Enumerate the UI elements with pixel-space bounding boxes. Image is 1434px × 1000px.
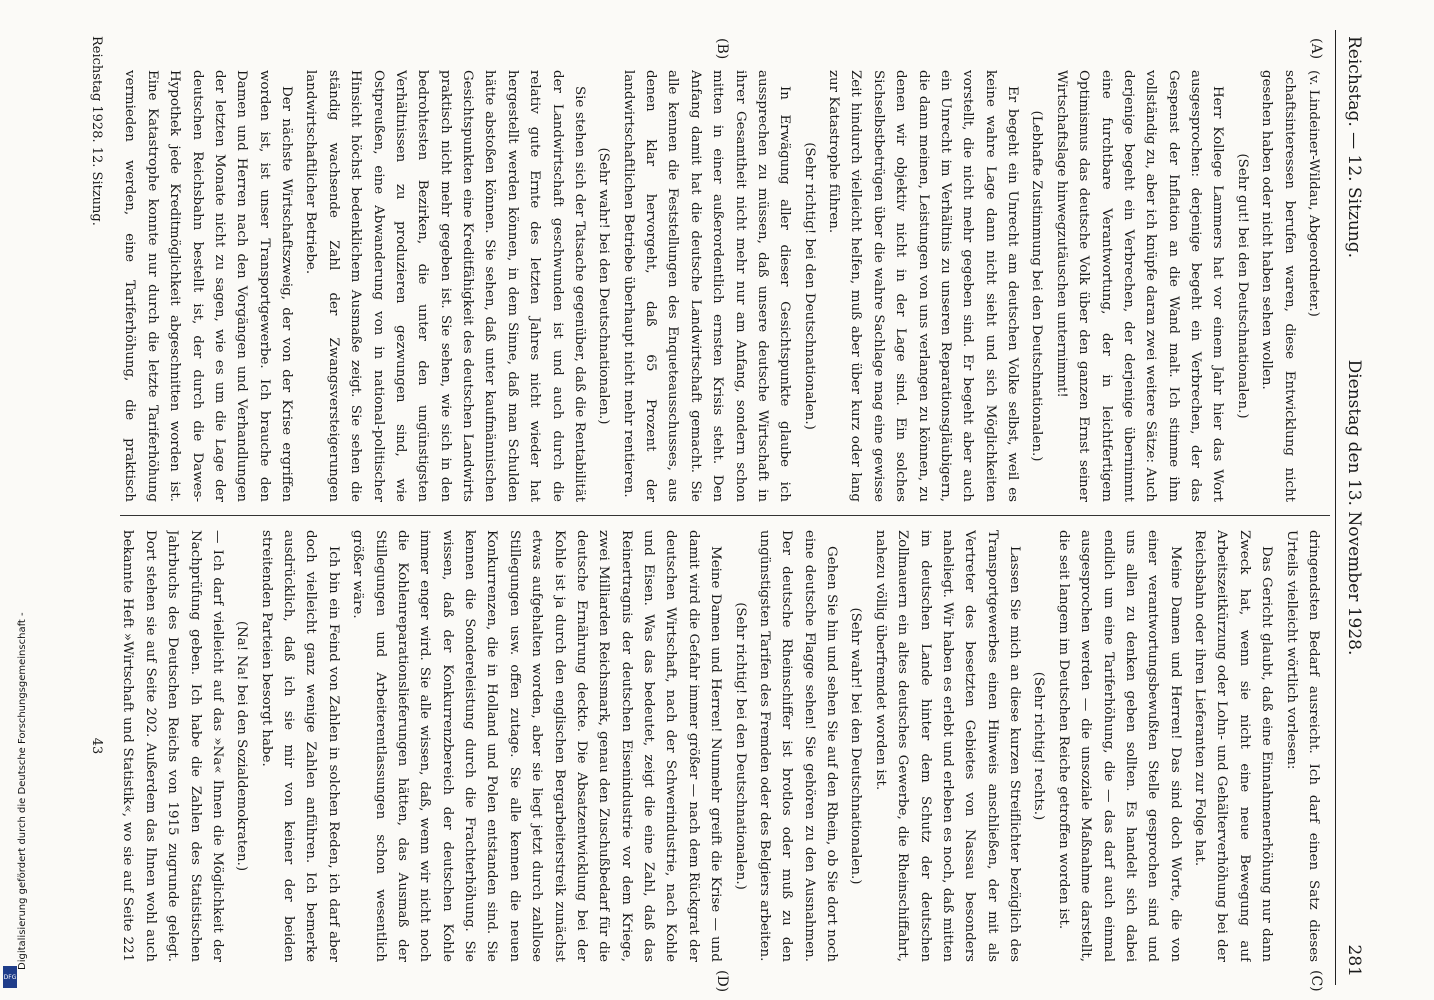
margin-mark-c: (C) xyxy=(1308,970,1324,992)
paragraph: (Sehr wahr! bei den Deutschnationalen.) xyxy=(596,147,612,425)
paragraph: (Sehr gut! bei den Deutschnationalen.) xyxy=(1234,153,1250,419)
right-column xyxy=(114,530,1324,962)
page-header xyxy=(1335,30,1370,985)
paragraph: (Sehr richtig! rechts.) xyxy=(1031,671,1047,821)
paragraph: — Ich darf vielleicht auf das »Na« Ihnen die Möglichkeit der Nachprüfung geben. Ich habe die Zahlen des Statistischen Jahrbuchs des Deutschen Reichs von 1915 zugrunde gelegt. Dort stehen sie auf Seite 202. Außerdem das Ihnen wohl auch bekannte Heft »Wirtschaft und Statistik«, wo sie auf Seite 221 xyxy=(120,530,225,962)
margin-mark-d: (D) xyxy=(714,970,730,993)
left-column xyxy=(114,70,1324,502)
paragraph: Lassen Sie mich an diese kurzen Streiflichter bezüglich des Transportgewerbes einen Hinweis anschließen, der mit als Vertreter des besetzten Gebietes von Nassau besonders naheliegt. Wir haben es erlebt und erleben es noch, daß mitten im deutschen Lande hinter dem Schutz der deutschen Zollmauern ein altes deutsches Gewerbe, die Rheinschiffahrt, nahezu völlig überfremdet worden ist. xyxy=(872,530,1023,962)
paragraph: Sie stehen sich der Tatsache gegenüber, daß die Rentabilität der Landwirtschaft geschwunden ist und auch durch die relativ gute Ernte des letzten Jahres nicht wieder hat hergestellt werden können, in dem Sinne, daß man Schulden hätte abstoßen können. Sie sehen, daß unter kaufmännischen Gesichtspunkten eine Kreditfähigkeit des deutschen Landwirts praktisch nicht mehr gegeben ist. Sie sehen, wie sich in den bedrohtesten Bezirken, die unter den ungünstigsten Verhältnissen zu produzieren gezwungen sind, wie Ostpreußen, eine Abwanderung von in national-politischer Hinsicht höchst bedenklichem Ausmaße zeigt. Sie sehen die ständig wachsende Zahl der Zwangsversteigerungen landwirtschaftlicher Betriebe. xyxy=(303,70,587,502)
header-date: Dienstag den 13. November 1928. xyxy=(1344,359,1364,656)
page-number: 281 xyxy=(1344,944,1364,977)
paragraph: (Sehr richtig! bei den Deutschnationalen.) xyxy=(732,602,748,890)
margin-mark-b: (B) xyxy=(714,38,730,60)
paragraph: (Sehr wahr! bei den Deutschnationalen.) xyxy=(848,607,864,885)
credit-text: Digitalisierung gefördert durch die Deutsche Forschungsgemeinschaft - xyxy=(17,612,28,970)
header-left: Reichstag. — 12. Sitzung. xyxy=(1344,36,1364,259)
digitization-credit xyxy=(0,0,28,1000)
rotated-page xyxy=(80,30,1370,993)
column-divider xyxy=(120,515,1330,516)
paragraph: Der nächste Wirtschaftszweig, der von der Krise ergriffen worden ist, ist unser Transportgewerbe. Ich brauche den Damen und Herren nach den Vorgängen und Verhandlungen der letzten Monate nicht zu sagen, wie es um die Lage der deutschen Reichsbahn bestellt ist, der durch die Dawes-Hypothek jede Kreditmöglichkeit abgeschnitten worden ist. Eine Katastrophe konnte nur durch die letzte Tariferhöhung vermieden werden, eine Tariferhöhung, die praktisch xyxy=(122,70,295,502)
paragraph: Meine Damen und Herren! Das sind doch Worte, die von einer verantwortungsbewußten Stelle gesprochen sind und uns allen zu denken geben sollten. Es handelt sich dabei endlich um eine Tariferhöhung, die — das darf auch einmal ausgesprochen werden — die unsoziale Maßnahme darstellt, die seit langem im Deutschen Reiche getroffen worden ist. xyxy=(1055,530,1183,962)
paragraph: (Lebhafte Zustimmung bei den Deutschnationalen.) xyxy=(1029,110,1045,462)
paragraph: Er begeht ein Unrecht am deutschen Volke selbst, weil es keine wahre Lage dann nicht sieht und sich Möglichkeiten vorstellt, die nicht mehr gegeben sind. Er begeht aber auch ein Unrecht im Verhältnis zu unseren Reparationsgläubigern, die dann meinen, Leistungen von uns verlangen zu können, zu denen wir objektiv nicht in der Lage sind. Ein solches Sichselbstbetrügen über die wahre Sachlage mag eine gewisse Zeit hindurch vielleicht helfen, muß aber über kurz oder lang zur Katastrophe führen. xyxy=(826,70,1021,502)
paragraph: (Na! Na! bei den Sozialdemokraten.) xyxy=(234,620,250,872)
paragraph: In Erwägung aller dieser Gesichtspunkte glaube ich aussprechen zu müssen, daß unsere deutsche Wirtschaft in ihrer Gesamtheit nicht mehr nur am Anfang, sondern schon mitten in einer außerordentlich ernsten Krisis steht. Den Anfang damit hat die deutsche Landwirtschaft gemacht. Sie alle kennen die Feststellungen des Enqueteausschusses, aus denen klar hervorgeht, daß 65 Prozent der landwirtschaftlichen Betriebe überhaupt nicht mehr rentieren. xyxy=(620,70,793,502)
paragraph: Meine Damen und Herren! Nunmehr greift die Krise — und damit wird die Gefahr immer größer — nach dem Rückgrat der deutschen Wirtschaft, nach der Schwerindustrie, nach Kohle und Eisen. Was das bedeutet, zeigt die eine Zahl, daß das Reinertragnis der deutschen Eisenindustrie vor dem Kriege, zwei Milliarden Reichsmark, genau den Zuschußbedarf für die deutsche Ernährung deckte. Die Absatzentwicklung bei der Kohle ist ja durch den englischen Bergarbeiterstreik zunächst etwas aufgehalten worden, aber sie liegt jetzt durch zahllose Stillegungen usw. offen zutage. Sie alle kennen die neuen Konkurrenzen, die in Holland und Polen entstanden sind. Sie kennen die Sondereleistung durch die Frachterhöhung. Sie wissen, daß der Konkurrenzbereich der deutschen Kohle immer enger wird. Sie alle wissen, daß, wenn wir nicht noch die Kohlenreparationslieferungen hätten, das Ausmaß der Stillegungen und Arbeiterentlassungen schon wesentlich größer wäre. xyxy=(350,530,724,962)
paragraph: schaftsinteressen berufen waren, diese Entwicklung nicht gesehen haben oder nicht haben sehen wollen. xyxy=(1259,70,1297,502)
paragraph: Das Gericht glaubt, daß eine Einnahmenerhöhung nur dann Zweck hat, wenn sie nicht eine neue Bewegung auf Arbeitszeitkürzung oder Lohn- und Gehälterverhöhung bei der Reichsbahn oder ihren Lieferanten zur Folge hat. xyxy=(1192,530,1275,962)
dfg-logo: DFG xyxy=(3,966,17,988)
paragraph: Ich bin ein Feind von Zahlen in solchen Reden, ich darf aber doch vielleicht ganz wenige Zahlen anführen. Ich bemerke ausdrücklich, daß ich sie mir von keiner der beiden streitenden Parteien besorgt habe. xyxy=(258,530,341,962)
paragraph: (Sehr richtig! bei den Deutschnationalen.) xyxy=(801,142,817,430)
paragraph: (v. Lindeiner-Wildau, Abgeordneter.) xyxy=(1306,70,1321,317)
footer-page-number: 43 xyxy=(89,737,104,755)
paragraph: Gehen Sie hin und sehen Sie auf den Rhein, ob Sie dort noch eine deutsche Flagge sehen! Sie gehören zu den Ausnahmen. Der deutsche Rheinschiffer ist brotlos oder muß zu den ungünstigsten Tarifen des Fremden oder des Belgiers arbeiten. xyxy=(757,530,840,962)
margin-mark-a: (A) xyxy=(1308,38,1324,60)
paragraph: dringendsten Bedarf ausreicht. Ich darf einen Satz dieses Urteils vielleicht wörtlich vorlesen: xyxy=(1283,530,1321,962)
footer-left: Reichstag 1928. 12. Sitzung. xyxy=(89,36,104,226)
paragraph: Herr Kollege Lammers hat vor einem Jahr hier das Wort ausgesprochen: derjenige begeht ein Verbrechen, der das Gespenst der Inflation an die Wand malt. Ich stimme ihm vollständig zu, aber ich knüpfe daran zwei weitere Sätze: Auch derjenige begeht ein Verbrechen, der derjenige übernimmt eine furchtbare Verantwortung, der in leichtfertigem Optimismus das deutsche Volk über den ganzen Ernst seiner Wirtschaftslage hinwegzutäuschen unternimmt! xyxy=(1053,70,1226,502)
